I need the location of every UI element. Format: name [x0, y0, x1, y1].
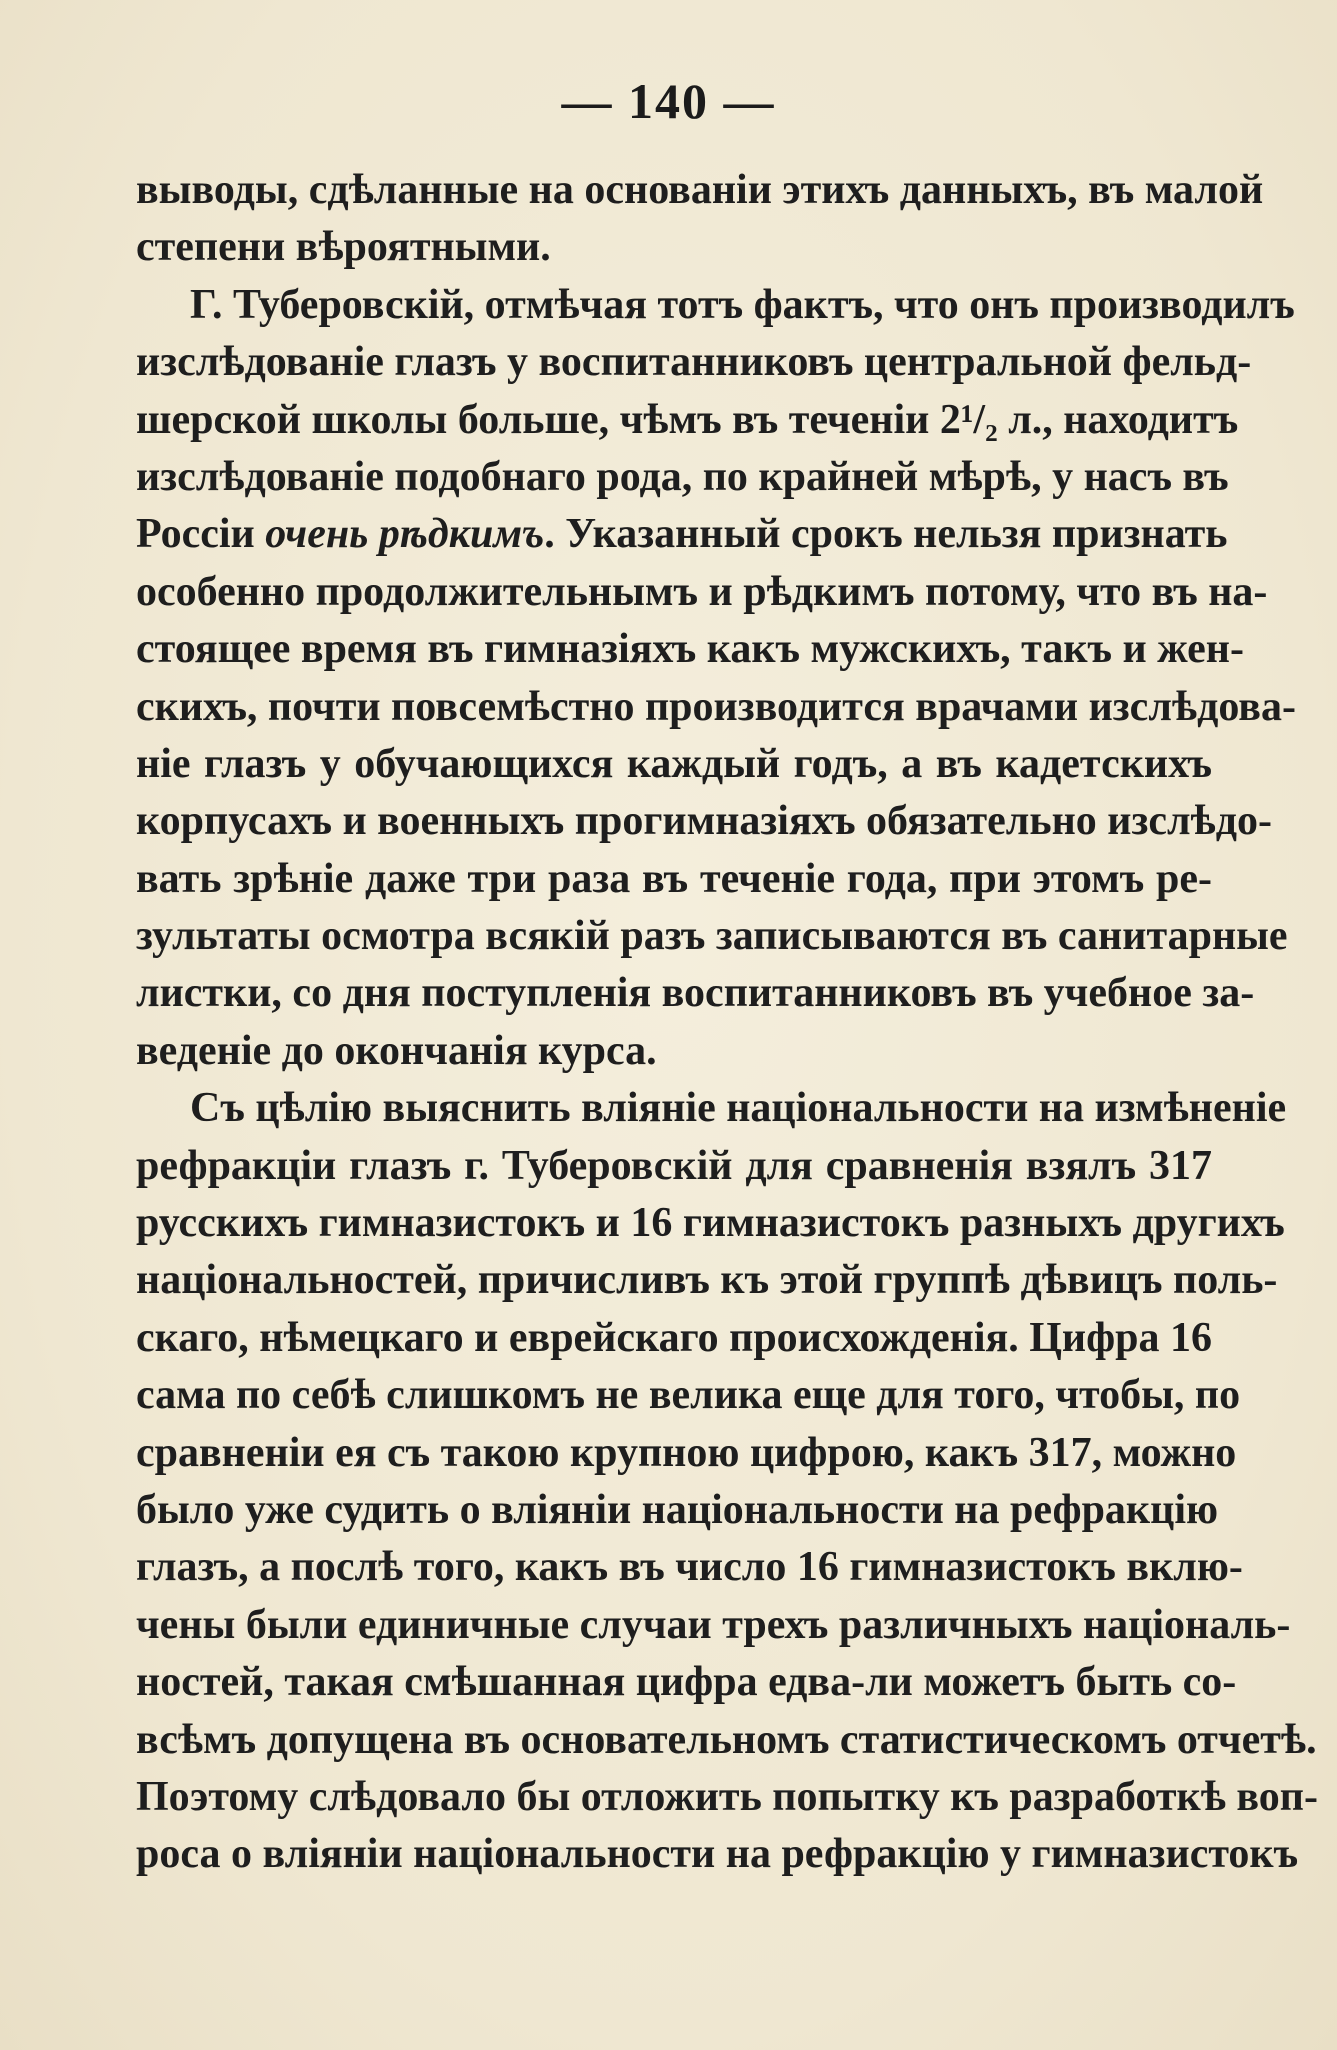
text-line: всѣмъ допущена въ основательномъ статистическомъ отчетѣ. — [136, 1716, 1317, 1763]
emphasized-phrase: очень рѣдкимъ — [265, 511, 545, 558]
text-line: скаго, нѣмецкаго и еврейскаго происхожденія. Цифра 16 — [136, 1314, 1213, 1361]
text-line: національностей, причисливъ къ этой группѣ дѣвицъ поль- — [136, 1257, 1278, 1304]
text-line: особенно продолжительнымъ и рѣдкимъ потому, что въ на- — [136, 568, 1268, 615]
text-line: было уже судить о вліяніи національности на рефракцію — [136, 1486, 1219, 1533]
text-line: рефракціи глазъ г. Туберовскій для сравненія взялъ 317 — [136, 1142, 1212, 1189]
text-line: сама по себѣ слишкомъ не велика еще для того, чтобы, по — [136, 1372, 1241, 1419]
text-line: роса о вліяніи національности на рефракцію у гимназистокъ — [136, 1831, 1299, 1878]
text-line: Г. Туберовскій, отмѣчая тотъ фактъ, что онъ производилъ — [190, 281, 1295, 328]
text-line: русскихъ гимназистокъ и 16 гимназистокъ разныхъ другихъ — [136, 1200, 1285, 1247]
text-line: глазъ, а послѣ того, какъ въ число 16 гимназистокъ вклю- — [136, 1544, 1243, 1591]
text-line: Поэтому слѣдовало бы отложить попытку къ разработкѣ воп- — [136, 1773, 1318, 1820]
body-text — [136, 162, 1318, 1884]
text-line: стоящее время въ гимназіяхъ какъ мужскихъ, такъ и жен- — [136, 626, 1244, 673]
text-line: зультаты осмотра всякій разъ записываются въ санитарные — [136, 913, 1288, 960]
text-line: выводы, сдѣланные на основаніи этихъ данныхъ, въ малой — [136, 167, 1264, 213]
text-line: корпусахъ и военныхъ прогимназіяхъ обязательно изслѣдо- — [136, 798, 1272, 845]
text-line: изслѣдованіе глазъ у воспитанниковъ центральной фельд- — [136, 339, 1252, 386]
text-line: чены были единичные случаи трехъ различныхъ національ- — [136, 1601, 1291, 1648]
text-line: сравненіи ея съ такою крупною цифрою, какъ 317, можно — [136, 1429, 1237, 1476]
text-line: вать зрѣніе даже три раза въ теченіе года, при этомъ ре- — [136, 855, 1212, 902]
text-line: Съ цѣлію выяснить вліяніе національности на измѣненіе — [190, 1085, 1287, 1132]
text-line-with-emphasis: Россіи очень рѣдкимъ. Указанный срокъ нельзя признать — [136, 511, 1228, 558]
text-line: ностей, такая смѣшанная цифра едва-ли можетъ быть со- — [136, 1659, 1237, 1706]
text-line: шерской школы больше, чѣмъ въ теченіи 2¹/₂ л., находитъ — [136, 396, 1239, 443]
text-line: ніе глазъ у обучающихся каждый годъ, а въ кадетскихъ — [136, 740, 1212, 787]
text-line: веденіе до окончанія курса. — [136, 1027, 657, 1074]
text-line: изслѣдованіе подобнаго рода, по крайней мѣрѣ, у насъ въ — [136, 453, 1229, 500]
page-number: — 140 — — [561, 73, 776, 129]
text-line: скихъ, почти повсемѣстно производится врачами изслѣдова- — [136, 683, 1296, 730]
text-line: листки, со дня поступленія воспитанниковъ въ учебное за- — [136, 970, 1255, 1017]
text-line: степени вѣроятными. — [136, 224, 551, 271]
